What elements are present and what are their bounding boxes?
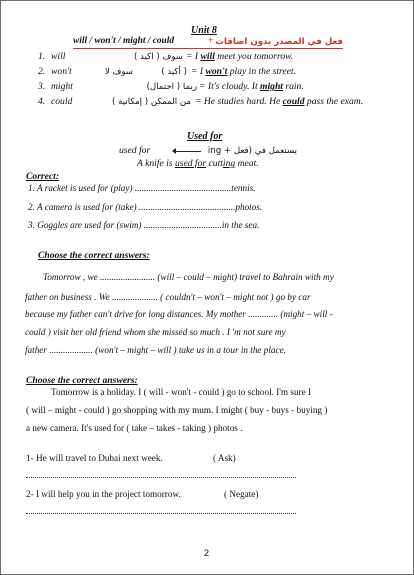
modal-row-wont: 2. won't bbox=[38, 66, 72, 77]
choose1-line-4: could ) visit her old friend whom she missed so much . I 'm not sure my bbox=[25, 327, 286, 337]
answer-line-1[interactable] bbox=[26, 477, 296, 478]
correct-label: Correct: bbox=[26, 171, 60, 182]
modal-ar-wont: سوف لا bbox=[104, 67, 133, 77]
used-for-rule-en: used for bbox=[119, 145, 151, 156]
choose2-line-3: a new camera. It's used for ( take – takes - taking ) photos . bbox=[26, 423, 243, 433]
modal-ar-might: ربما ( احتمال) bbox=[146, 82, 197, 92]
used-for-example: A knife is used for cutting meat. bbox=[137, 158, 259, 169]
modal-ar-will: سوف ( اكيد ) bbox=[133, 52, 183, 62]
choose1-line-2: father on business . We .................... ( couldn't – won't – might not ) go by car bbox=[25, 292, 311, 302]
modal-row-might: 3. might bbox=[38, 81, 73, 92]
choose1-line-5: father ................... (won't – might – will ) take us in a tour in the place. bbox=[25, 345, 286, 355]
transform-item-1: 1- He will travel to Dubai next week. bbox=[26, 453, 163, 463]
used-for-title: Used for bbox=[187, 131, 223, 142]
modal-example-could: = He studies hard. He could pass the exam. bbox=[195, 96, 364, 107]
modal-row-could: 4. could bbox=[38, 96, 73, 107]
answer-line-2[interactable] bbox=[26, 513, 296, 514]
page-number: 2 bbox=[204, 548, 210, 558]
arrow-icon bbox=[175, 151, 201, 152]
correct-item-3: 3. Goggles are used for (swim) ..................................in the sea. bbox=[28, 220, 260, 230]
modal-ar-could: من الممكن ( إمكانية ) bbox=[112, 97, 191, 107]
modal-example-wont: = I won't play in the street. bbox=[191, 66, 296, 77]
choose1-line-1: Tomorrow , we ........................ (will – could – might) travel to Bahrain with my bbox=[43, 272, 334, 282]
transform-item-2: 2- I will help you in the project tomorrow. bbox=[26, 489, 181, 499]
modals-heading-en: will / won't / might / could bbox=[73, 36, 175, 46]
modal-row-will: 1. will bbox=[38, 51, 66, 62]
modal-example-might: = It's cloudy. It might rain. bbox=[199, 81, 304, 92]
choose1-line-3: because my father can't drive for long distances. My mother ............. (might – will - bbox=[25, 309, 333, 319]
choose2-line-1: Tomorrow is a holiday. I ( will - won't - could ) go to school. I'm sure I bbox=[51, 387, 312, 397]
correct-item-1: 1. A racket is used for (play) ..........................................tennis. bbox=[28, 183, 256, 193]
correct-item-2: 2. A camera is used for (take) ..........................................photos. bbox=[28, 202, 263, 212]
choose2-label: Choose the correct answers: bbox=[26, 375, 138, 386]
modals-heading bbox=[73, 36, 174, 46]
choose2-line-2: ( will – might - could ) go shopping with my mum. I might ( buy - buys - buying ) bbox=[26, 405, 328, 415]
used-for-rule-ar: يستعمل في (فعل + ing bbox=[207, 146, 297, 156]
transform-hint-1: ( Ask) bbox=[213, 453, 236, 463]
heading-divider bbox=[73, 48, 343, 49]
transform-hint-2: ( Negate) bbox=[224, 489, 259, 499]
modal-ar-wont-note: ( أكيد ) bbox=[161, 67, 187, 77]
modals-heading-plus: + bbox=[208, 36, 214, 46]
choose1-label: Choose the correct answers: bbox=[38, 250, 150, 261]
modal-example-will: = I will meet you tomorrow. bbox=[186, 51, 294, 62]
modals-heading-ar: فعل في المصدر بدون اضافات bbox=[215, 37, 343, 47]
unit-title: Unit 8 bbox=[191, 25, 217, 36]
